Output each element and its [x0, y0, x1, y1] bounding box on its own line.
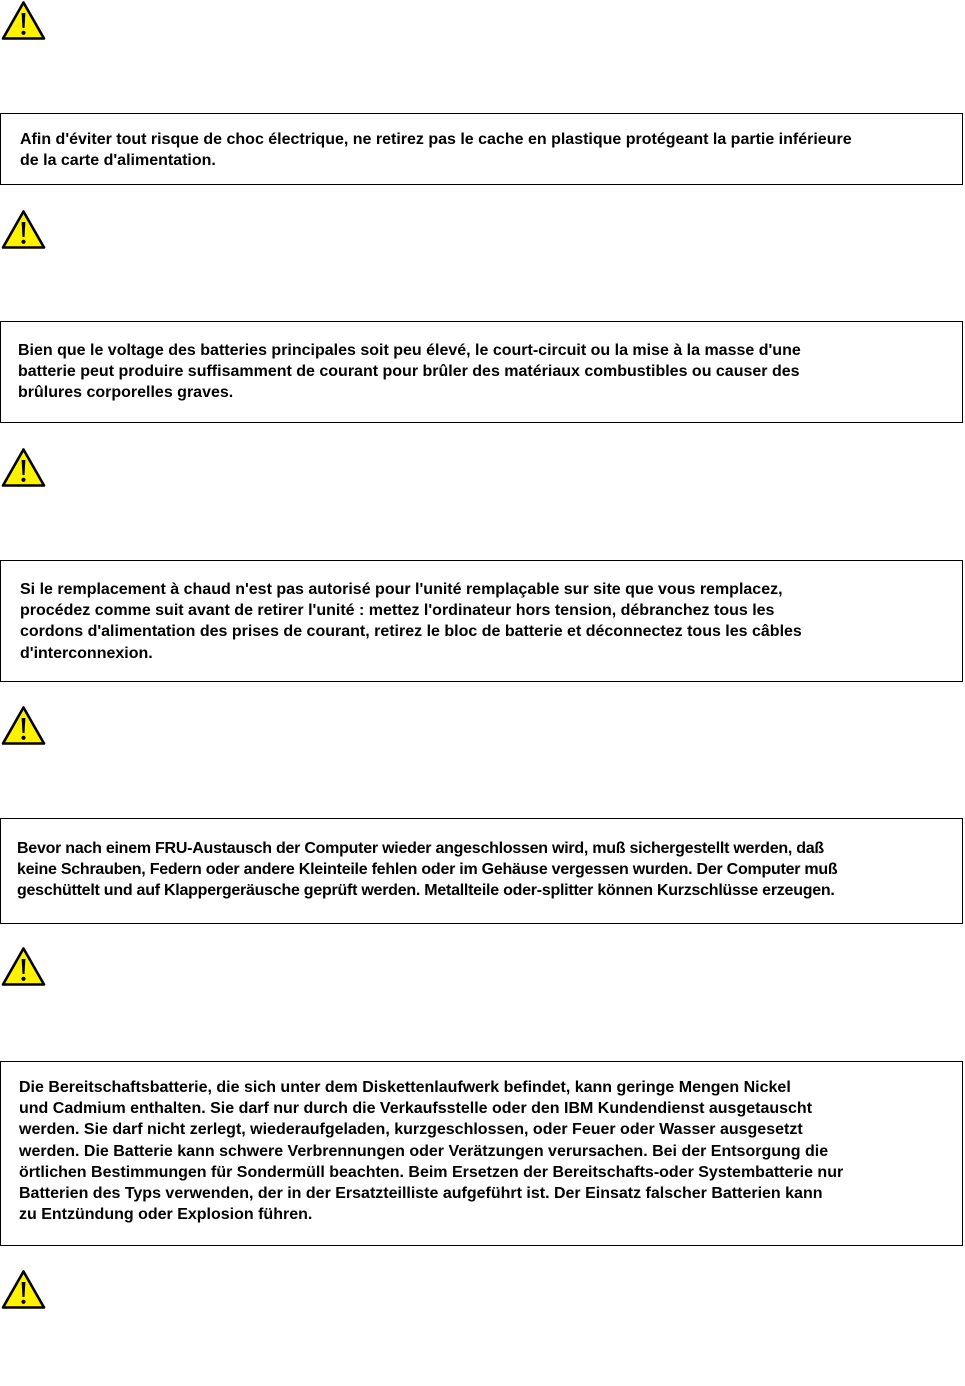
notice-text-1: Afin d'éviter tout risque de choc électrique, ne retirez pas le cache en plastique protégeant la partie inférieure de la carte d'alimentation.	[20, 131, 852, 170]
warning-icon-4	[1, 705, 46, 746]
notice-text-5: Die Bereitschaftsbatterie, die sich unter dem Diskettenlaufwerk befindet, kann geringe Mengen Nickel und Cadmium enthalten. Sie darf nur durch die Verkaufsstelle oder den IBM Kundendienst ausgetauscht werden. Sie darf nicht zerlegt, wiederaufgeladen, kurzgeschlossen, oder Feuer oder Wasser ausgesetzt werden. Die Batterie kann schwere Verbrennungen oder Verätzungen verursachen. Bei der Entsorgung die örtlichen Bestimmungen für Sondermüll beachten. Beim Ersetzen der Bereitschafts-oder Systembatterie nur Batterien des Typs verwenden, der in der Ersatzteilliste aufgeführt ist. Der Einsatz falscher Batterien kann zu Entzündung oder Explosion führen.	[19, 1079, 844, 1224]
warning-triangle-icon	[1, 705, 46, 746]
notice-text-3: Si le remplacement à chaud n'est pas autorisé pour l'unité remplaçable sur site que vous remplacez, procédez comme suit avant de retirer l'unité : mettez l'ordinateur hors tension, débranchez tous les cordons d'alimentation des prises de courant, retirez le bloc de batterie et déconnectez tous les câbles d'interconnexion.	[20, 581, 802, 662]
warning-triangle-icon	[1, 447, 46, 488]
notice-box-4	[0, 818, 963, 924]
warning-triangle-icon	[1, 946, 46, 987]
notice-box-2	[0, 321, 963, 423]
notice-box-1	[0, 113, 963, 185]
notice-text-2: Bien que le voltage des batteries principales soit peu élevé, le court-circuit ou la mise à la masse d'une batterie peut produire suffisamment de courant pour brûler des matériaux combustibles ou causer des brûlures corporelles graves.	[18, 342, 801, 402]
warning-icon-1	[1, 0, 46, 41]
notice-box-3	[0, 560, 963, 682]
notice-box-5	[0, 1061, 963, 1246]
warning-icon-2	[1, 209, 46, 250]
warning-icon-6	[1, 1269, 46, 1310]
warning-triangle-icon	[1, 0, 46, 41]
warning-icon-3	[1, 447, 46, 488]
notice-text-4: Bevor nach einem FRU-Austausch der Computer wieder angeschlossen wird, muß sichergestellt werden, daß keine Schrauben, Federn oder andere Kleinteile fehlen oder im Gehäuse vergessen wurden. Der Computer muß geschüttelt und auf Klappergeräusche geprüft werden. Metallteile oder-splitter können Kurzschlüsse erzeugen.	[17, 840, 838, 900]
warning-icon-5	[1, 946, 46, 987]
warning-triangle-icon	[1, 209, 46, 250]
warning-triangle-icon	[1, 1269, 46, 1310]
